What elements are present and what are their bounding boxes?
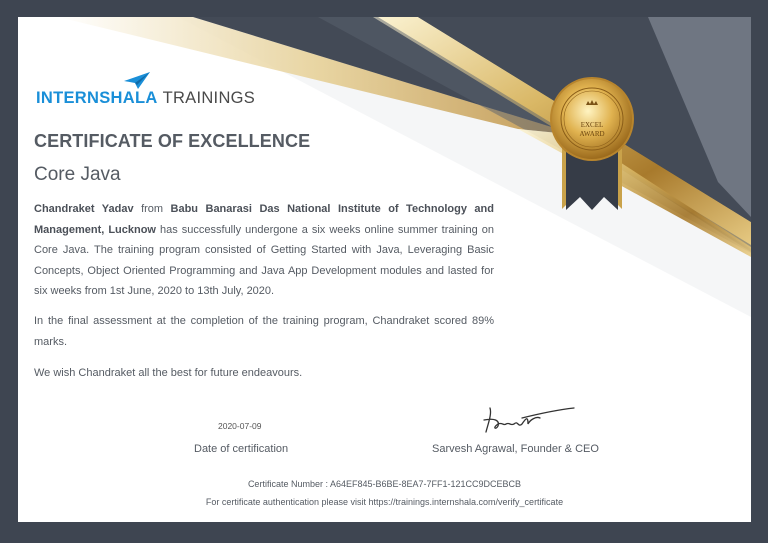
institute-name: Babu Banarasi Das National Institute of Technology and Management, Lucknow [34,203,494,236]
date-label: Date of certification [194,443,289,455]
verification-note: For certificate authentication please visit https://trainings.internshala.com/verify_certificate [205,497,564,507]
from-word: from [141,203,164,215]
body-paragraph-3: We wish Chandraket all the best for future endeavours. [34,367,303,379]
medal-line2: AWARD [579,130,605,138]
certificate-number: Certificate Number : A64EF845-B6BE-8EA7-7FF1-121CC9DCEBCB [247,479,522,489]
certificate-title: CERTIFICATE OF EXCELLENCE [34,131,311,151]
logo-trainings: TRAININGS [162,89,256,107]
paper-plane-icon [124,72,150,90]
logo-intern: INTERN [36,89,100,107]
signer-label: Sarvesh Agrawal, Founder & CEO [432,443,599,455]
excel-award-medal [546,75,638,215]
certification-date: 2020-07-09 [218,421,262,431]
body-text-1: has successfully undergone a six weeks online summer training on Core Java. The training program consisted of Getting Started with Java, Leveraging Basic Concepts, Object Oriented Programming and Java App Development modules and lasted for six weeks from 1st June, 2020 to 13th July, 2020. [34,223,494,297]
body-paragraph-1 [34,199,494,302]
certificate-card [18,17,751,522]
body-paragraph-2: In the final assessment at the completion of the training program, Chandraket scored 89% marks. [34,315,494,348]
logo-shala: SHALA [99,89,158,107]
internshala-logo [36,89,255,108]
medal-line1: EXCEL [580,121,604,129]
signature-image [478,400,578,440]
course-name: Core Java [34,164,121,185]
recipient-name: Chandraket Yadav [34,203,134,215]
